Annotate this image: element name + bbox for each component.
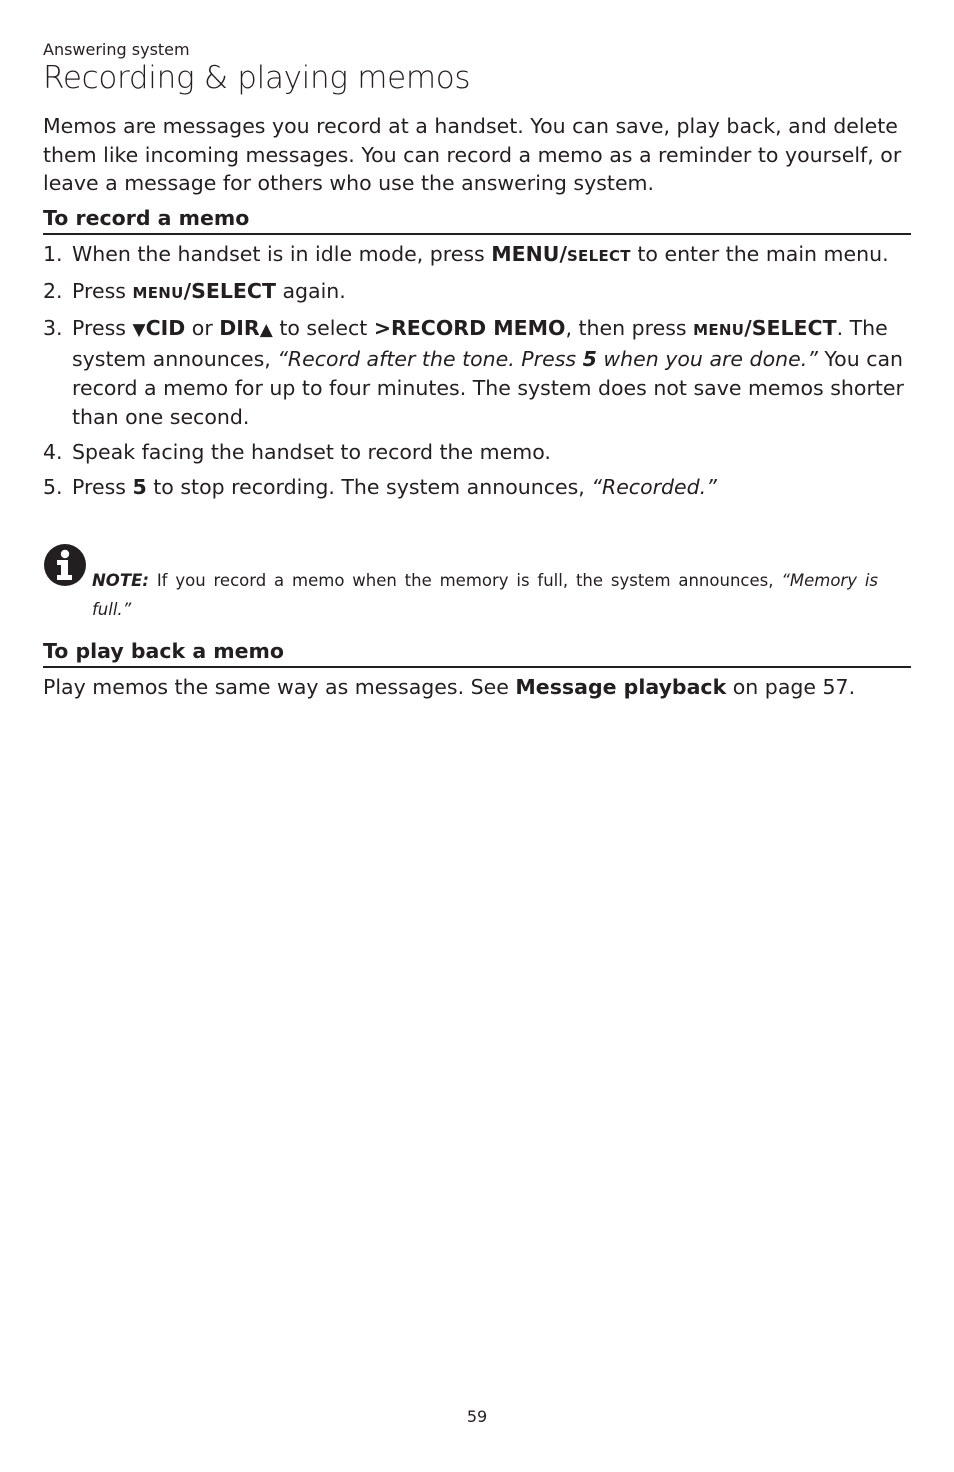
key-menu: MENU/ [491,242,567,266]
step-text: to enter the main menu. [630,242,889,266]
key-five: 5 [132,475,147,499]
record-steps-list [43,240,911,508]
announcement-quote: “Recorded.” [591,475,717,499]
step-text: . [836,316,844,340]
step-text: The system announces, [72,316,888,371]
step-number: 3. [43,316,63,340]
playback-text: on page 57. [726,675,856,699]
announcement-quote: “Record after the tone. Press [277,347,583,371]
step-text: You can record a memo for up to four minutes. The system does not save memos shorter than one second. [72,347,904,429]
list-item [43,473,911,502]
announcement-quote: when you are done.” [596,347,818,371]
list-item [43,438,911,467]
note-quote: “Memory is full.” [92,571,879,619]
step-number: 2. [43,279,63,303]
section-label: Answering system [43,40,190,59]
info-icon [43,543,87,587]
step-text: When the handset is in idle mode, press [72,242,492,266]
key-cid: CID [145,316,186,340]
key-select: /SELECT [183,279,276,303]
step-text: Press [72,475,133,499]
playback-memo-heading: To play back a memo [43,638,911,668]
step-text: Speak facing the handset to record the memo. [72,440,551,464]
key-select: /SELECT [744,316,837,340]
list-item [43,277,911,308]
menu-option-record-memo: >RECORD MEMO [373,316,566,340]
key-menu: MENU [693,321,745,339]
step-text: to select [272,316,374,340]
step-text: again. [275,279,346,303]
step-text: or [185,316,220,340]
step-text: Press [72,316,133,340]
step-text: to stop recording. The system announces, [146,475,592,499]
step-text: , then press [565,316,694,340]
page-title: Recording & playing memos [43,60,471,96]
note-body: If you record a memo when the memory is full, the system announces, [148,571,782,590]
page-number: 59 [466,1407,488,1426]
key-dir: DIR [219,316,260,340]
note-label: NOTE: [92,571,149,590]
record-memo-heading: To record a memo [43,205,911,235]
key-menu: MENU [132,284,184,302]
intro-paragraph: Memos are messages you record at a handset. You can save, play back, and delete them like incoming messages. You can record a memo as a reminder to yourself, or leave a message for others who use the answering system. [43,114,902,196]
message-playback-reference: Message playback [515,675,727,699]
step-number: 5. [43,475,63,499]
down-arrow-icon: ▼ [132,320,146,340]
up-arrow-icon: ▲ [259,320,273,340]
step-number: 4. [43,440,63,464]
playback-text: Play memos the same way as messages. See [43,675,516,699]
list-item [43,240,911,271]
list-item [43,314,911,432]
key-select: SELECT [566,247,631,265]
note-text [92,567,878,624]
step-number: 1. [43,242,63,266]
step-text: Press [72,279,133,303]
playback-paragraph [43,673,911,701]
key-five: 5 [582,347,597,371]
